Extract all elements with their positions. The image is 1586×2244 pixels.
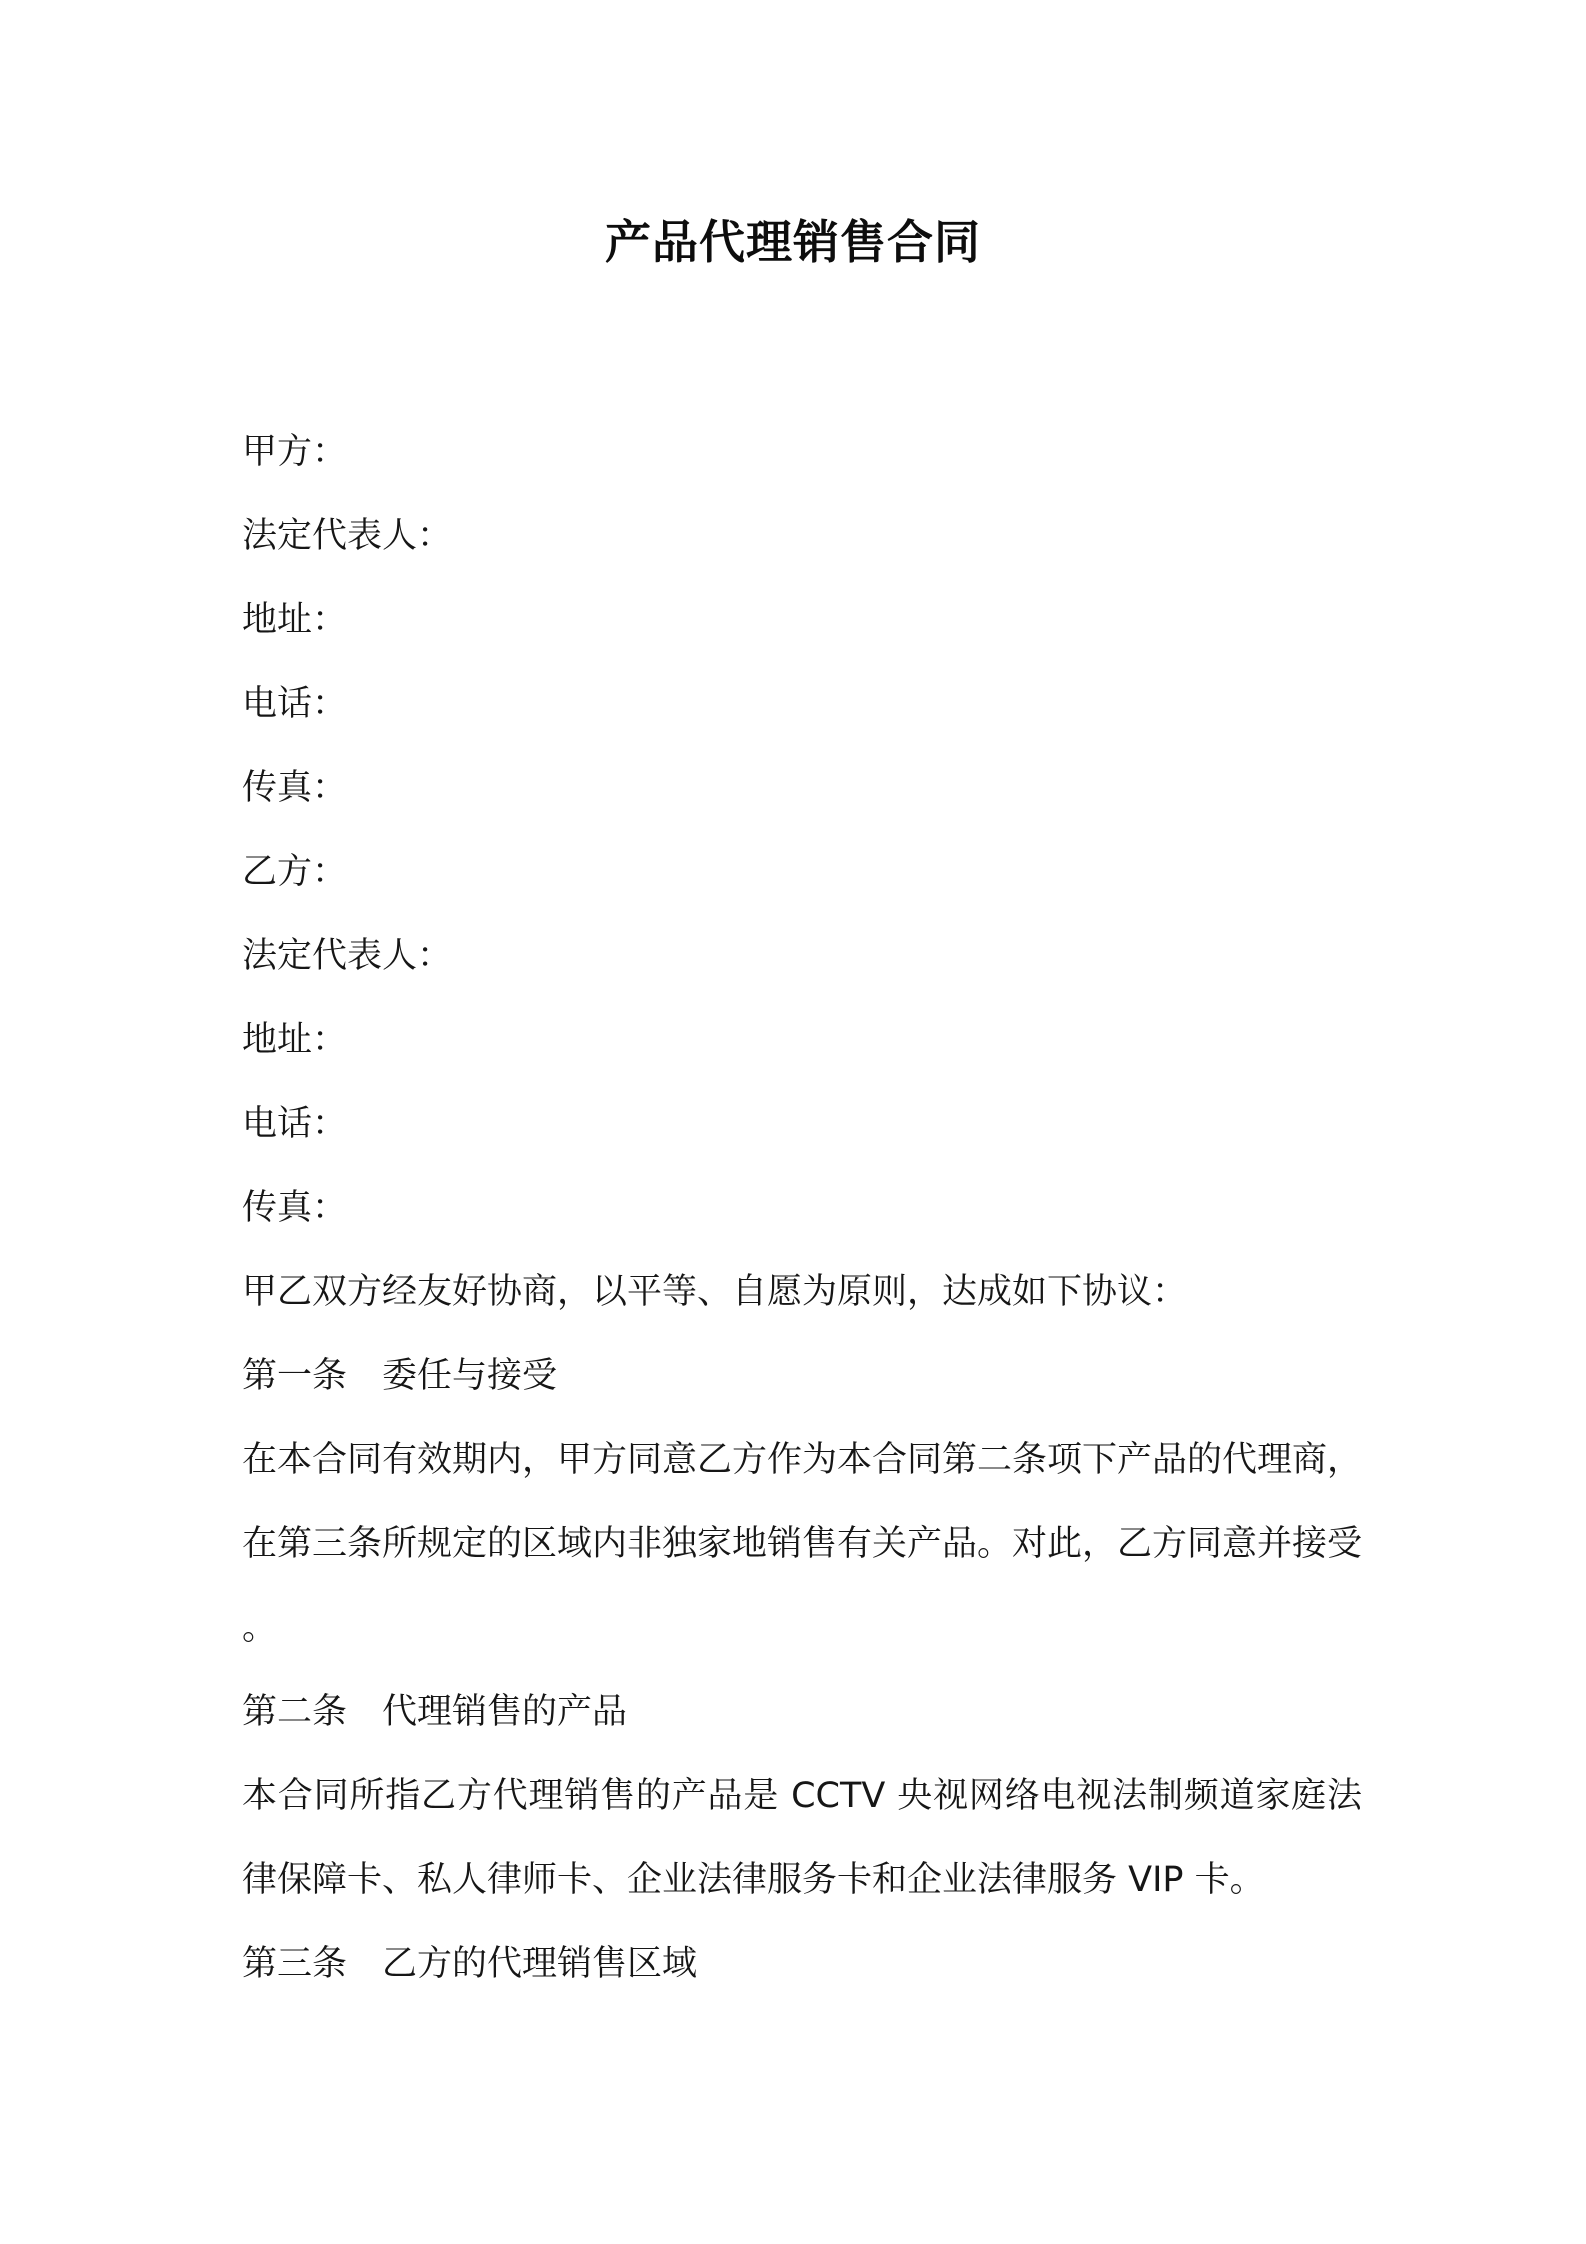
party-b-representative-label: 法定代表人： [242, 936, 453, 976]
article-1-heading: 第一条 委任与接受 [242, 1356, 558, 1396]
party-b-phone-label: 电话： [242, 1104, 348, 1144]
document-title: 产品代理销售合同 [605, 215, 981, 269]
article-3-heading: 第三条 乙方的代理销售区域 [242, 1944, 698, 1984]
article-1-text: 在本合同有效期内，甲方同意乙方作为本合同第二条项下产品的代理商，在第三条所规定的区域内非独家地销售有关产品。对此，乙方同意并接受。 [242, 1440, 1363, 1648]
party-b-fax-label: 传真： [242, 1188, 348, 1228]
party-b-address-label: 地址： [242, 1020, 348, 1060]
party-b-name-label: 乙方： [242, 852, 348, 892]
party-a-representative-label: 法定代表人： [242, 516, 453, 556]
document-body [242, 410, 1362, 2006]
article-2-heading: 第二条 代理销售的产品 [242, 1692, 628, 1732]
party-a-name-label: 甲方： [242, 432, 348, 472]
party-a-address-label: 地址： [242, 600, 348, 640]
article-2-text: 本合同所指乙方代理销售的产品是 CCTV 央视网络电视法制频道家庭法律保障卡、私人律师卡、企业法律服务卡和企业法律服务 VIP 卡。 [242, 1776, 1362, 1900]
agreement-preamble: 甲乙双方经友好协商，以平等、自愿为原则，达成如下协议： [242, 1272, 1188, 1312]
party-a-fax-label: 传真： [242, 768, 348, 808]
party-a-phone-label: 电话： [242, 684, 348, 724]
